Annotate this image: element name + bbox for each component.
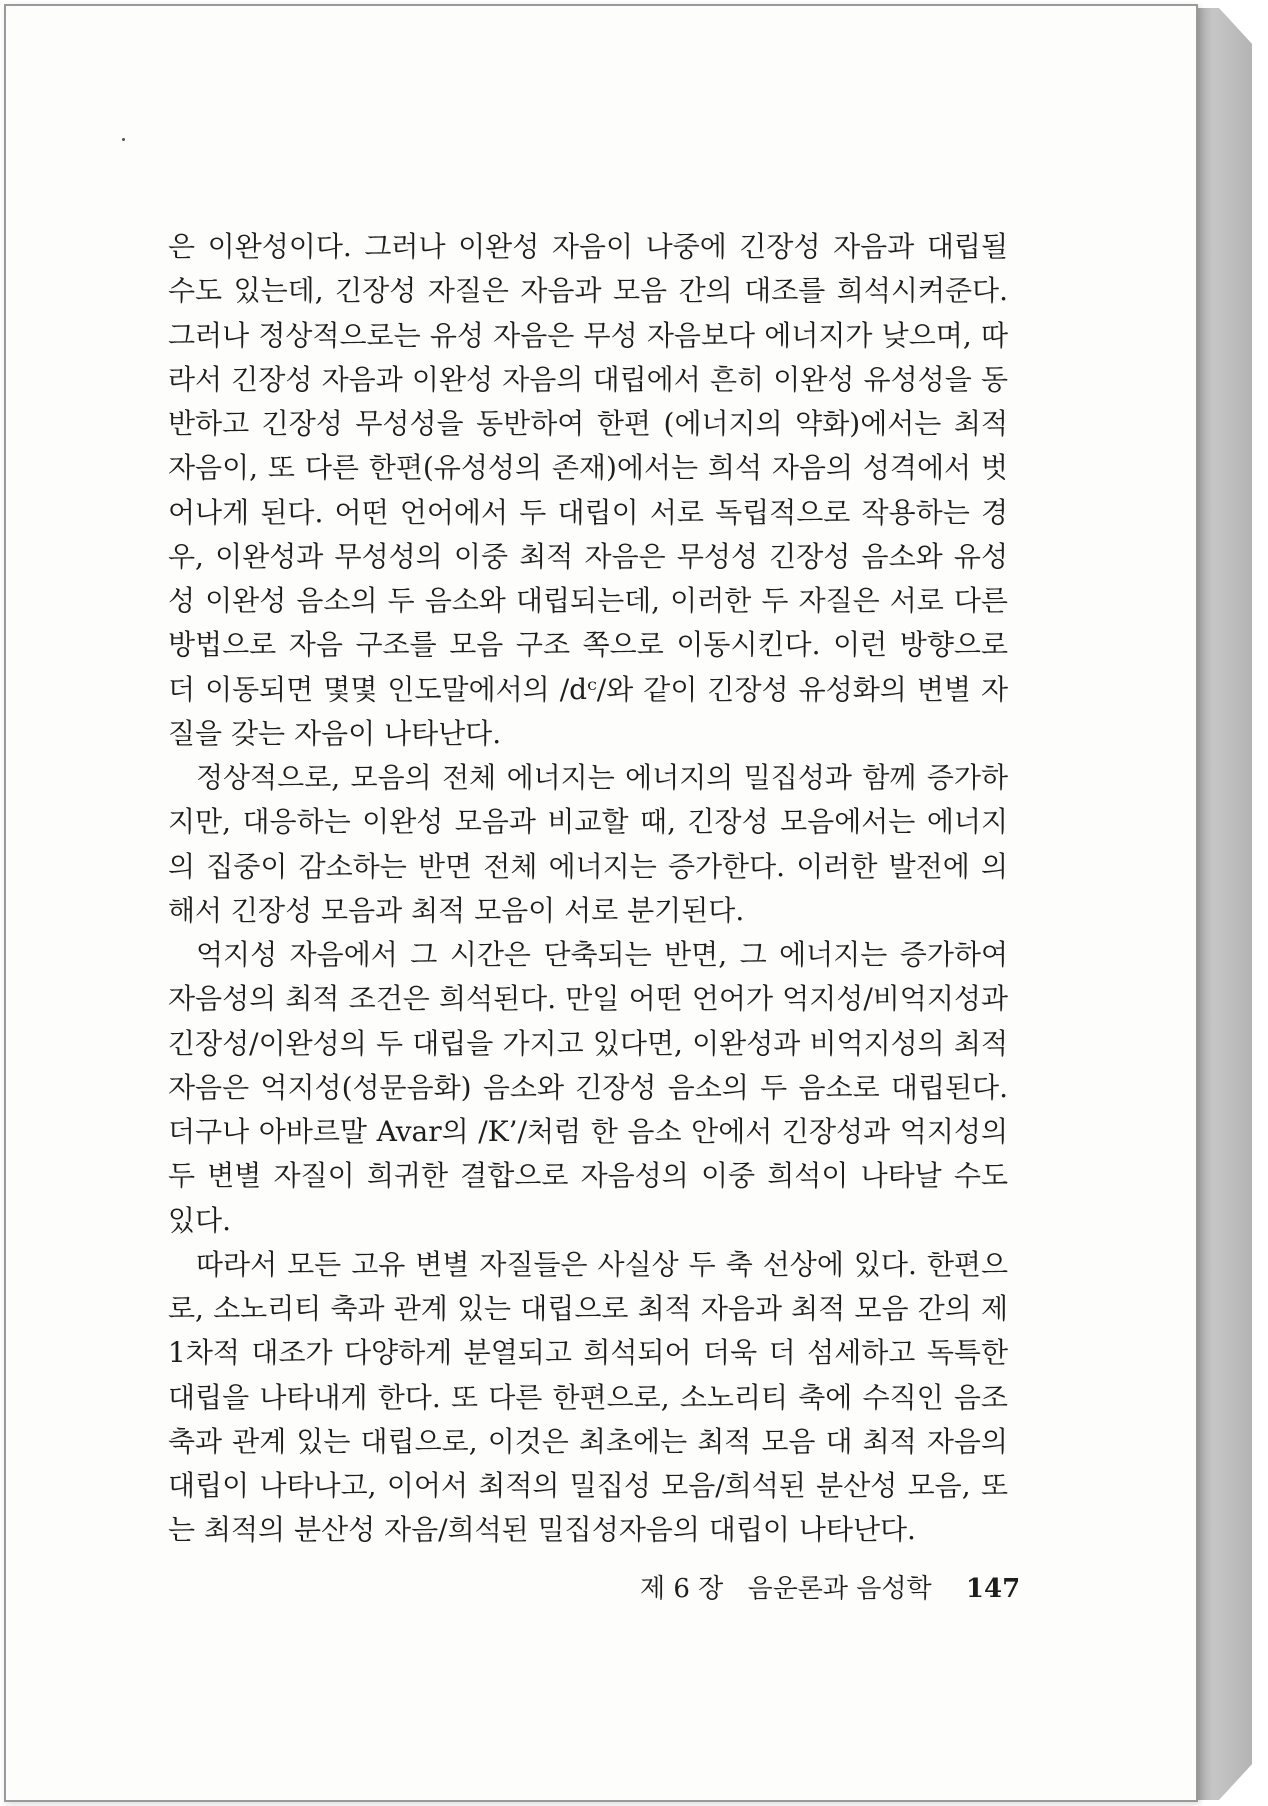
footer-chapter: 제 6 장	[640, 1574, 724, 1604]
paragraph-2: 정상적으로, 모음의 전체 에너지는 에너지의 밀집성과 함께 증가하지만, 대응하는 이완성 모음과 비교할 때, 긴장성 모음에서는 에너지의 집중이 감소하는 반면 전체 에너지는 증가한다. 이러한 발전에 의해서 긴장성 모음과 최적 모음이 서로 분기된다.	[168, 761, 1008, 927]
page-number: 147	[965, 1574, 1021, 1604]
page-stack-edge	[1192, 8, 1252, 1800]
footer-title: 음운론과 음성학	[747, 1574, 932, 1604]
scan-speck	[122, 138, 125, 141]
running-footer	[640, 1568, 1021, 1605]
paragraph-4: 따라서 모든 고유 변별 자질들은 사실상 두 축 선상에 있다. 한편으로, 소노리티 축과 관계 있는 대립으로 최적 자음과 최적 모음 간의 제 1차적 대조가 다양하게 분열되고 희석되어 더욱 더 섬세하고 독특한 대립을 나타내게 한다. 또 다른 한편으로, 소노리티 축에 수직인 음조 축과 관계 있는 대립으로, 이것은 최초에는 최적 모음 대 최적 자음의 대립이 나타나고, 이어서 최적의 밀집성 모음/희석된 분산성 모음, 또는 최적의 분산성 자음/희석된 밀집성자음의 대립이 나타난다.	[168, 1247, 1008, 1547]
paragraph-1: 은 이완성이다. 그러나 이완성 자음이 나중에 긴장성 자음과 대립될 수도 있는데, 긴장성 자질은 자음과 모음 간의 대조를 희석시켜준다. 그러나 정상적으로는 유성 자음은 무성 자음보다 에너지가 낮으며, 따라서 긴장성 자음과 이완성 자음의 대립에서 흔히 이완성 유성성을 동반하고 긴장성 무성성을 동반하여 한편 (에너지의 약화)에서는 최적 자음이, 또 다른 한편(유성성의 존재)에서는 희석 자음의 성격에서 벗어나게 된다. 어떤 언어에서 두 대립이 서로 독립적으로 작용하는 경우, 이완성과 무성성의 이중 최적 자음은 무성성 긴장성 음소와 유성성 이완성 음소의 두 음소와 대립되는데, 이러한 두 자질은 서로 다른 방법으로 자음 구조를 모음 구조 쪽으로 이동시킨다. 이런 방향으로 더 이동되면 몇몇 인도말에서의 /dᶜ/와 같이 긴장성 유성화의 변별 자질을 갖는 자음이 나타난다.	[168, 230, 1008, 750]
body-text	[168, 225, 1008, 1553]
paragraph-3: 억지성 자음에서 그 시간은 단축되는 반면, 그 에너지는 증가하여 자음성의 최적 조건은 희석된다. 만일 어떤 언어가 억지성/비억지성과 긴장성/이완성의 두 대립을 가지고 있다면, 이완성과 비억지성의 최적 자음은 억지성(성문음화) 음소와 긴장성 음소의 두 음소로 대립된다. 더구나 아바르말 Avar의 /K’/처럼 한 음소 안에서 긴장성과 억지성의 두 변별 자질이 희귀한 결합으로 자음성의 이중 희석이 나타날 수도 있다.	[168, 938, 1008, 1237]
